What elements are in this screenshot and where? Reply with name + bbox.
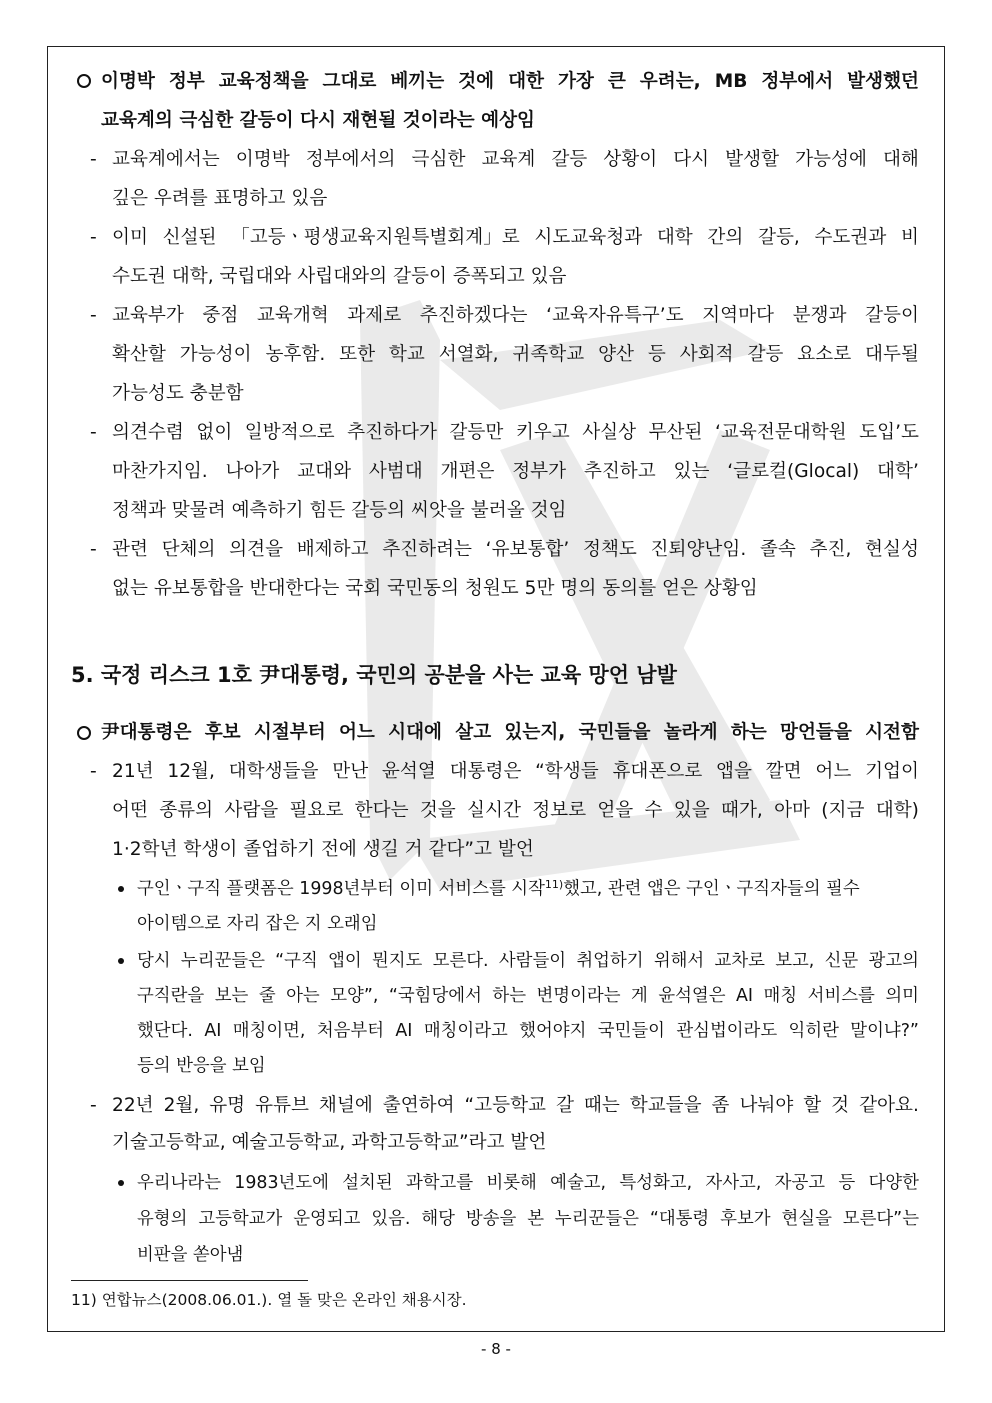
list-item-line: 1·2학년 학생이 졸업하기 전에 생길 거 같다”고 발언	[112, 839, 534, 860]
dash-bullet: -	[90, 422, 97, 443]
sub-item-line: 비판을 쏟아냄	[137, 1245, 244, 1265]
page-number: - 8 -	[481, 1340, 511, 1358]
section-bullet-line-1: 이명박 정부 교육정책을 그대로 베끼는 것에 대한 가장 큰 우려는, MB 정부에서 발생했던	[101, 71, 919, 92]
list-item-line: 21년 12월, 대학생들을 만난 윤석열 대통령은 “학생들 휴대폰으로 앱을 깔면 어느 기업이	[112, 761, 919, 782]
sub-item-line: 했단다. AI 매칭이면, 처음부터 AI 매칭이라고 했어야지 국민들이 관심법이라도 익히란 말이냐?”	[137, 1021, 919, 1041]
list-item-line: 깊은 우려를 표명하고 있음	[112, 188, 328, 209]
dash-bullet: -	[90, 305, 97, 326]
list-item-line: 이미 신설된 「고등ㆍ평생교육지원특별회계」로 시도교육청과 대학 간의 갈등, 수도권과 비	[112, 227, 919, 248]
sub-item-line	[137, 876, 919, 902]
dash-bullet: -	[90, 539, 97, 560]
dash-bullet: -	[90, 761, 97, 782]
circle-bullet-icon	[77, 726, 91, 740]
section-heading: 5. 국정 리스크 1호 尹대통령, 국민의 공분을 사는 교육 망언 남발	[71, 663, 677, 687]
list-item-line: 의견수렴 없이 일방적으로 추진하다가 갈등만 키우고 사실상 무산된 ‘교육전문대학원 도입’도	[112, 422, 919, 443]
sub-item-line: 우리나라는 1983년도에 설치된 과학고를 비롯해 예술고, 특성화고, 자사고, 자공고 등 다양한	[137, 1173, 919, 1193]
list-item-line: 확산할 가능성이 농후함. 또한 학교 서열화, 귀족학교 양산 등 사회적 갈등 요소로 대두될	[112, 344, 919, 365]
sub-item-text: 했고, 관련 앱은 구인ㆍ구직자들의 필수	[563, 879, 860, 899]
list-item-line: 수도권 대학, 국립대와 사립대와의 갈등이 증폭되고 있음	[112, 266, 567, 287]
dash-bullet: -	[90, 1095, 97, 1116]
footnote-ref[interactable]: 11)	[544, 878, 564, 891]
list-item-line: 교육부가 중점 교육개혁 과제로 추진하겠다는 ‘교육자유특구’도 지역마다 분쟁과 갈등이	[112, 305, 919, 326]
dot-bullet-icon	[118, 1180, 124, 1186]
footnote: 11) 연합뉴스(2008.06.01.). 열 돌 맞은 온라인 채용시장.	[71, 1291, 467, 1309]
section-bullet-line: 尹대통령은 후보 시절부터 어느 시대에 살고 있는지, 국민들을 놀라게 하는 망언들을 시전함	[101, 722, 919, 743]
sub-item-line: 등의 반응을 보임	[137, 1056, 266, 1076]
list-item-line: 어떤 종류의 사람을 필요로 한다는 것을 실시간 정보로 얻을 수 있을 때가, 아마 (지금 대학)	[112, 800, 919, 821]
list-item-line: 없는 유보통합을 반대한다는 국회 국민동의 청원도 5만 명의 동의를 얻은 상황임	[112, 578, 758, 599]
list-item-line: 마찬가지임. 나아가 교대와 사범대 개편은 정부가 추진하고 있는 ‘글로컬(Glocal) 대학’	[112, 461, 919, 482]
dot-bullet-icon	[118, 886, 124, 892]
sub-item-line: 당시 누리꾼들은 “구직 앱이 뭔지도 모른다. 사람들이 취업하기 위해서 교차로 보고, 신문 광고의	[137, 951, 919, 971]
sub-item-line: 구직란을 보는 줄 아는 모양”, “국힘당에서 하는 변명이라는 게 윤석열은 AI 매칭 서비스를 의미	[137, 986, 919, 1006]
list-item-line: 교육계에서는 이명박 정부에서의 극심한 교육계 갈등 상황이 다시 발생할 가능성에 대해	[112, 149, 919, 170]
sub-item-line: 아이템으로 자리 잡은 지 오래임	[137, 914, 378, 934]
list-item-line: 정책과 맞물려 예측하기 힘든 갈등의 씨앗을 불러올 것임	[112, 500, 567, 521]
list-item-line: 관련 단체의 의견을 배제하고 추진하려는 ‘유보통합’ 정책도 진퇴양난임. 졸속 추진, 현실성	[112, 539, 919, 560]
sub-item-line: 유형의 고등학교가 운영되고 있음. 해당 방송을 본 누리꾼들은 “대통령 후보가 현실을 모른다”는	[137, 1209, 919, 1229]
dash-bullet: -	[90, 149, 97, 170]
section-bullet-line-2: 교육계의 극심한 갈등이 다시 재현될 것이라는 예상임	[101, 110, 535, 131]
dot-bullet-icon	[118, 958, 124, 964]
footnote-divider	[71, 1280, 308, 1281]
sub-item-text: 구인ㆍ구직 플랫폼은 1998년부터 이미 서비스를 시작	[137, 879, 545, 899]
list-item-line: 가능성도 충분함	[112, 383, 244, 404]
list-item-line: 기술고등학교, 예술고등학교, 과학고등학교”라고 발언	[112, 1132, 547, 1153]
circle-bullet-icon	[77, 74, 91, 88]
list-item-line: 22년 2월, 유명 유튜브 채널에 출연하여 “고등학교 갈 때는 학교들을 좀 나눠야 할 것 같아요.	[112, 1095, 919, 1116]
dash-bullet: -	[90, 227, 97, 248]
